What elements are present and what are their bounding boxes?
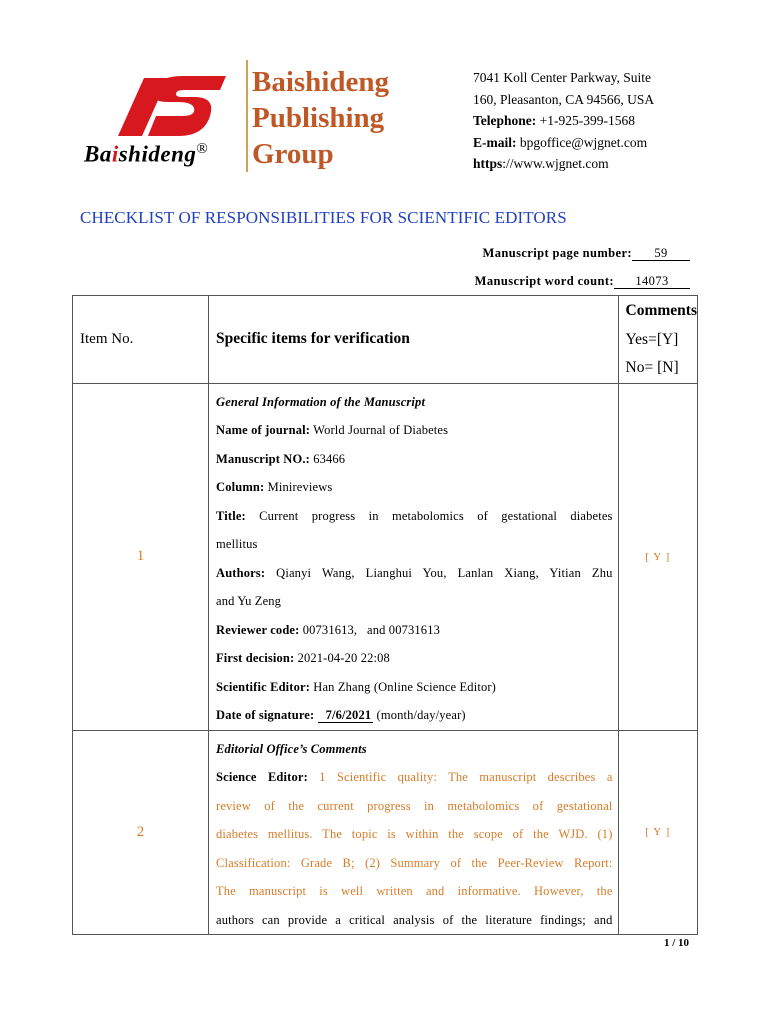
logo-divider — [246, 60, 248, 172]
first-decision: First decision: 2021-04-20 22:08 — [216, 651, 390, 665]
website-line[interactable]: https://www.wjgnet.com — [473, 156, 609, 171]
baishideng-script-logo: Baishideng® — [84, 141, 209, 167]
comment-value: [ Y ] — [618, 383, 697, 730]
comment-line: review of the current progress in metabolomics of gestational — [216, 798, 613, 813]
section-heading: General Information of the Manuscript — [216, 394, 426, 409]
authors-cont: and Yu Zeng — [216, 594, 282, 608]
manuscript-no: Manuscript NO.: 63466 — [216, 451, 346, 466]
comment-line: authors can provide a critical analysis of the literature findings; and — [216, 912, 613, 927]
header-specific-items: Specific items for verification — [209, 296, 619, 384]
manuscript-word-count: Manuscript word count: 14073 — [475, 274, 690, 289]
manuscript-title: Title: Current progress in metabolomics of gestational diabetes — [216, 508, 613, 523]
item-number: 2 — [73, 730, 209, 935]
manuscript-title-cont: mellitus — [216, 537, 258, 551]
checklist-table — [72, 295, 698, 935]
brand-line-2: Publishing — [252, 102, 385, 134]
reviewer-code: Reviewer code: 00731613, and 00731613 — [216, 622, 441, 637]
document-title: CHECKLIST OF RESPONSIBILITIES FOR SCIENTIFIC EDITORS — [80, 208, 567, 227]
manuscript-page-number: Manuscript page number: 59 — [483, 246, 690, 261]
comment-value: [ Y ] — [618, 730, 697, 935]
table-row — [73, 730, 698, 935]
section-heading: Editorial Office’s Comments — [216, 741, 367, 756]
header-comments: Comments Yes=[Y] No= [N] — [618, 296, 697, 384]
brand-line-3: Group — [252, 138, 334, 170]
baishideng-logo-mark — [108, 72, 230, 136]
general-information-cell — [209, 383, 619, 730]
scientific-editor: Scientific Editor: Han Zhang (Online Science Editor) — [216, 679, 496, 694]
item-number: 1 — [73, 383, 209, 730]
table-row — [73, 383, 698, 730]
comment-line: Classification: Grade B; (2) Summary of the Peer-Review Report: — [216, 855, 613, 870]
authors: Authors: Qianyi Wang, Lianghui You, Lanlan Xiang, Yitian Zhu — [216, 565, 613, 580]
column-type: Column: Minireviews — [216, 480, 333, 494]
address-line-2: 160, Pleasanton, CA 94566, USA — [473, 91, 655, 107]
table-header-row — [73, 296, 698, 384]
comment-line: The manuscript is well written and informative. However, the — [216, 884, 613, 898]
journal-name: Name of journal: World Journal of Diabetes — [216, 423, 449, 437]
address-line-1: 7041 Koll Center Parkway, Suite — [473, 70, 651, 85]
comment-line: diabetes mellitus. The topic is within the scope of the WJD. (1) — [216, 827, 613, 841]
publisher-brand-name — [252, 64, 389, 172]
page-number: 1 / 10 — [664, 937, 690, 949]
telephone-line: Telephone: +1-925-399-1568 — [473, 113, 635, 128]
email-line[interactable]: E-mail: bpgoffice@wjgnet.com — [473, 134, 648, 150]
editorial-comments-cell — [209, 730, 619, 935]
brand-line-1: Baishideng — [252, 66, 389, 98]
date-of-signature: Date of signature: 7/6/2021 (month/day/year) — [216, 708, 466, 722]
comment-line: Science Editor: 1 Scientific quality: The manuscript describes a — [216, 770, 613, 784]
publisher-address — [473, 67, 654, 175]
header-item-no: Item No. — [73, 296, 209, 384]
